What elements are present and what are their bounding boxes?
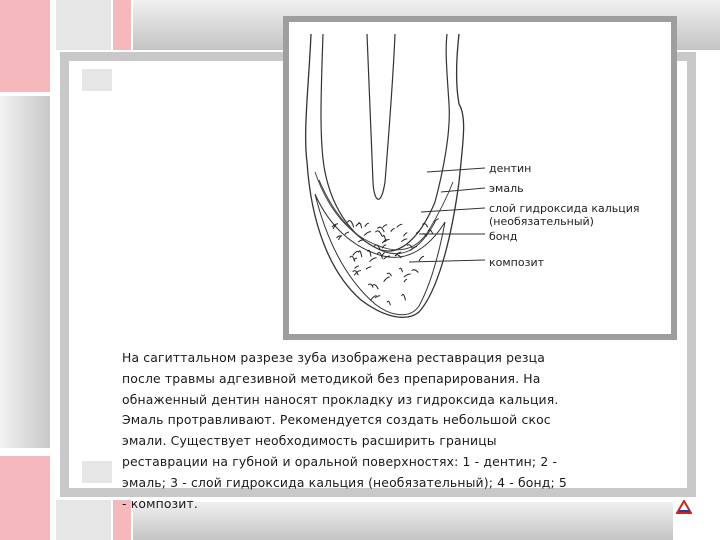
leader-enamel	[441, 188, 485, 192]
deco-gray-block-bottom	[56, 500, 111, 540]
label-liner-optional: (необязательный)	[489, 215, 594, 228]
figure-caption: На сагиттальном разрезе зуба изображена реставрация резца после травмы адгезивной методикой без препарирования. На обнаженный дентин наносят прокладку из гидроксида кальция. Эмаль протравливают. Рекомендуется создать небольшой скос эмали. Существует необходимость расширить границы реставрации на губной и оральной поверхностях: 1 - дентин; 2 - эмаль; 3 - слой гидроксида кальция (необязательный); 4 - бонд; 5 - композит.	[122, 350, 567, 511]
label-composite: композит	[489, 256, 544, 269]
leader-liner	[421, 208, 485, 212]
leader-dentin	[427, 168, 485, 172]
tooth-figure	[283, 16, 677, 340]
triangle-logo-icon	[676, 500, 692, 514]
label-enamel: эмаль	[489, 182, 524, 195]
deco-gray-band-left	[0, 96, 50, 448]
deco-pink-block-top	[0, 0, 50, 92]
label-dentin: дентин	[489, 162, 532, 175]
deco-pink-block-bottom	[0, 456, 50, 540]
label-bond: бонд	[489, 230, 518, 243]
label-liner: слой гидроксида кальция	[489, 202, 640, 215]
deco-gray-square-bottom	[82, 461, 112, 483]
deco-gray-square-top	[82, 69, 112, 91]
deco-pink-block-top2	[113, 0, 131, 50]
deco-gray-block-top	[56, 0, 111, 50]
pulp-canal	[367, 34, 395, 199]
tooth-diagram	[289, 22, 671, 334]
